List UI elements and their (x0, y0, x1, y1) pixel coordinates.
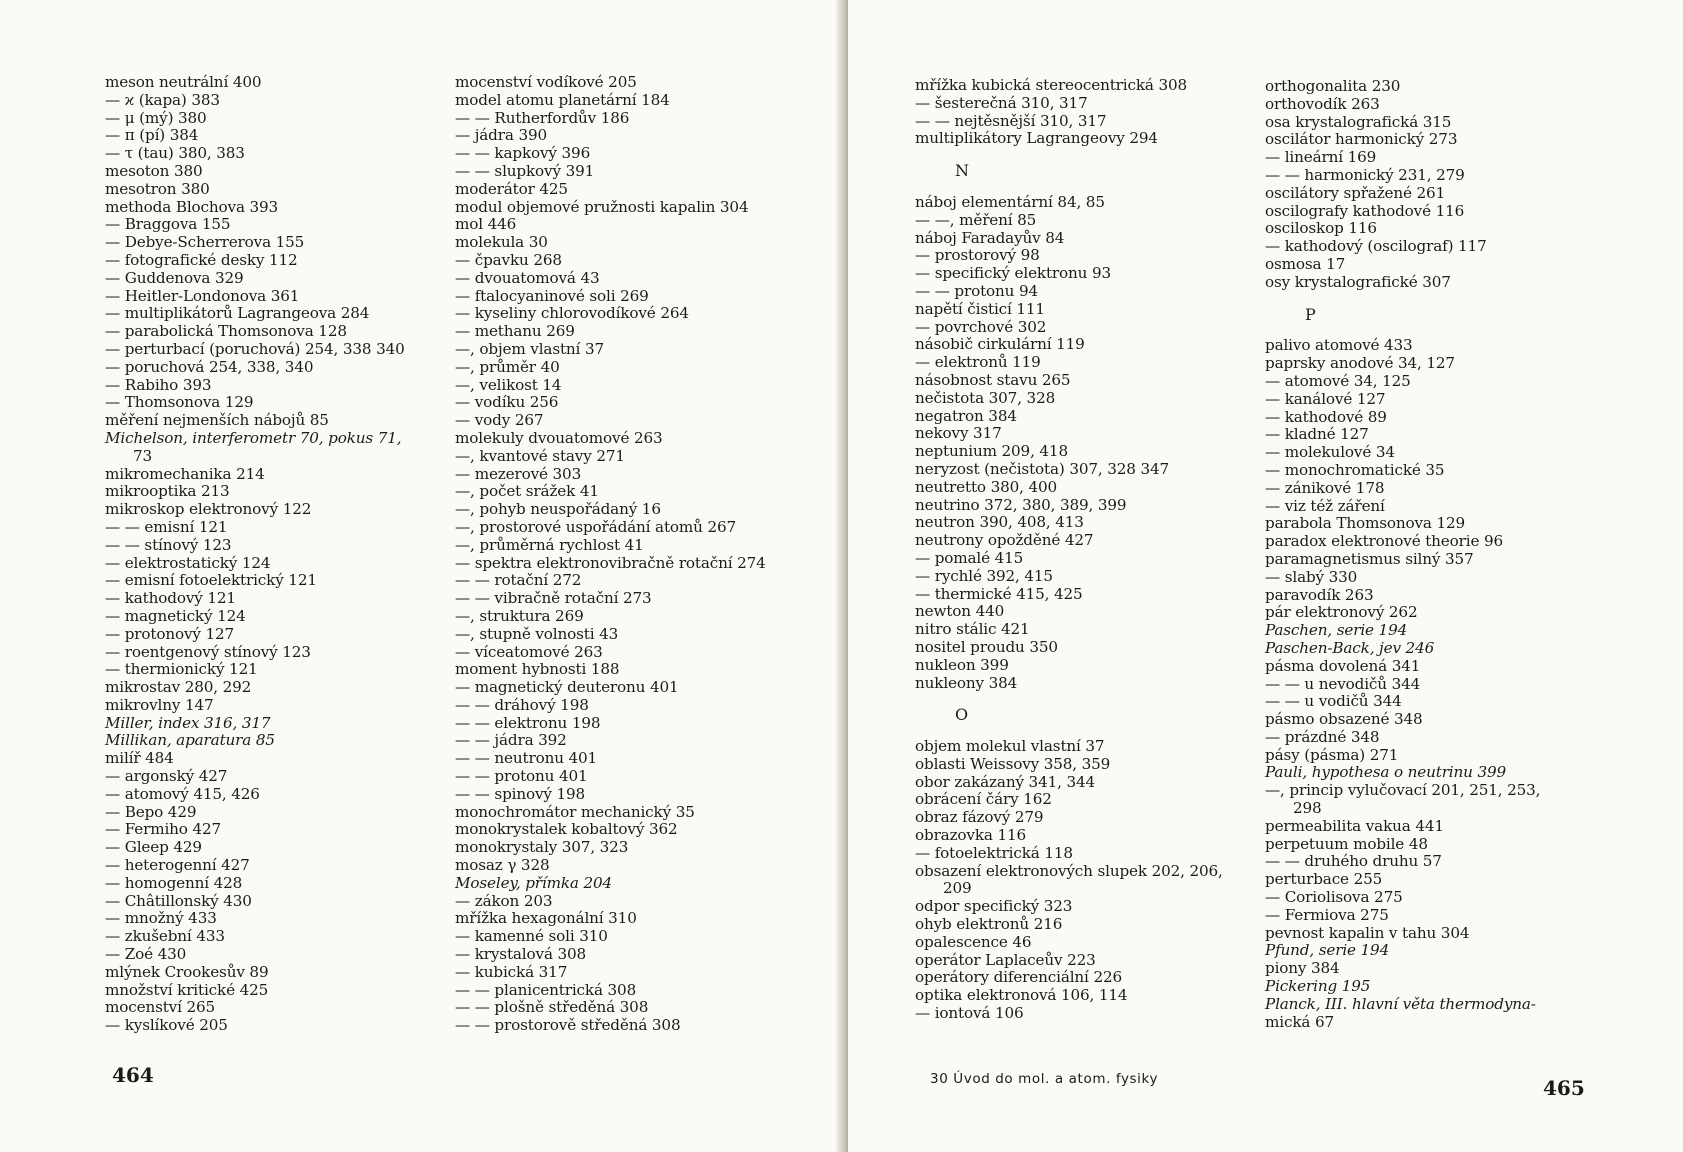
index-entry: monokrystalek kobaltový 362 (455, 820, 678, 839)
index-entry: náboj elementární 84, 85 (915, 192, 1105, 211)
index-entry: palivo atomové 433 (1265, 336, 1413, 355)
index-entry: piony 384 (1265, 959, 1340, 978)
index-entry: — zánikové 178 (1265, 478, 1385, 497)
index-entry: mikrooptika 213 (105, 482, 230, 501)
index-entry: — Châtillonský 430 (105, 891, 252, 910)
index-entry: — kyslíkové 205 (105, 1016, 228, 1035)
index-entry: Pauli, hypothesa o neutrinu 399 (1265, 763, 1506, 782)
index-entry: — — nejtěsnější 310, 317 (915, 111, 1107, 130)
index-entry: opalescence 46 (915, 932, 1032, 951)
index-entry: Pickering 195 (1265, 977, 1371, 996)
index-column-4 (1265, 78, 1595, 1031)
index-entry: objem molekul vlastní 37 (915, 737, 1105, 756)
index-entry: — šesterečná 310, 317 (915, 93, 1088, 112)
index-entry: neptunium 209, 418 (915, 442, 1068, 461)
index-entry: — — protonu 94 (915, 281, 1039, 300)
index-entry: — thermionický 121 (105, 660, 258, 679)
index-entry: mikroskop elektronový 122 (105, 500, 312, 519)
index-entry: mocenství 265 (105, 998, 216, 1017)
index-entry: nečistota 307, 328 (915, 388, 1056, 407)
index-entry: — slabý 330 (1265, 567, 1358, 586)
index-entry: neutretto 380, 400 (915, 477, 1058, 496)
index-entry: — Debye-Scherrerova 155 (105, 233, 305, 252)
index-entry: — — vibračně rotační 273 (455, 589, 652, 608)
index-entry: obsazení elektronových slupek 202, 206, (915, 861, 1223, 880)
index-entry: operátory diferenciální 226 (915, 968, 1122, 987)
index-entry: osa krystalografická 315 (1265, 112, 1452, 131)
index-entry: — zkušební 433 (105, 927, 225, 946)
index-entry: — magnetický deuteronu 401 (455, 678, 679, 697)
index-entry: — fotografické desky 112 (105, 250, 298, 269)
index-entry: molekula 30 (455, 233, 548, 252)
index-entry: — kathodový 121 (105, 589, 236, 608)
index-entry: — pomalé 415 (915, 548, 1024, 567)
index-entry: pár elektronový 262 (1265, 603, 1418, 622)
index-entry: oscilátory spřažené 261 (1265, 183, 1446, 202)
index-entry: — prázdné 348 (1265, 727, 1380, 746)
index-entry: obraz fázový 279 (915, 808, 1044, 827)
index-entry: — homogenní 428 (105, 873, 243, 892)
index-entry: — elektronů 119 (915, 353, 1041, 372)
index-block (915, 738, 1255, 1023)
index-entry: —, princip vylučovací 201, 251, 253, (1265, 781, 1541, 800)
index-entry: mlýnek Crookesův 89 (105, 962, 269, 981)
index-entry: — vody 267 (455, 411, 544, 430)
index-entry: — iontová 106 (915, 1004, 1024, 1023)
index-entry: — — neutronu 401 (455, 749, 598, 768)
index-entry: mická 67 (1265, 1012, 1334, 1031)
index-entry: — magnetický 124 (105, 606, 246, 625)
index-entry: paramagnetismus silný 357 (1265, 549, 1474, 568)
index-entry: — — jádra 392 (455, 731, 567, 750)
index-entry: množství kritické 425 (105, 980, 269, 999)
index-entry: — monochromatické 35 (1265, 460, 1445, 479)
section-letter-n: N (955, 161, 969, 181)
index-entry: neryzost (nečistota) 307, 328 347 (915, 459, 1169, 478)
index-entry: — — spinový 198 (455, 784, 586, 803)
index-entry: Michelson, interferometr 70, pokus 71, (105, 428, 402, 447)
index-column-2 (455, 74, 800, 1035)
index-entry: — — emisní 121 (105, 517, 228, 536)
index-entry: — parabolická Thomsonova 128 (105, 322, 347, 341)
index-entry: mesotron 380 (105, 179, 210, 198)
index-entry: oscilátor harmonický 273 (1265, 130, 1458, 149)
index-entry: náboj Faradayův 84 (915, 228, 1065, 247)
index-entry: — — dráhový 198 (455, 695, 589, 714)
index-entry: odpor specifický 323 (915, 897, 1073, 916)
index-entry: mikrovlny 147 (105, 695, 214, 714)
index-entry: operátor Laplaceův 223 (915, 950, 1096, 969)
index-entry: — thermické 415, 425 (915, 584, 1083, 603)
index-entry: parabola Thomsonova 129 (1265, 514, 1466, 533)
index-entry: násobnost stavu 265 (915, 370, 1071, 389)
index-entry: — Coriolisova 275 (1265, 888, 1403, 907)
index-entry: monokrystaly 307, 323 (455, 838, 629, 857)
index-entry: Pfund, serie 194 (1265, 941, 1390, 960)
index-entry: pásma dovolená 341 (1265, 656, 1421, 675)
index-entry: — kubická 317 (455, 962, 568, 981)
index-entry: pásmo obsazené 348 (1265, 710, 1423, 729)
index-entry: — — slupkový 391 (455, 161, 595, 180)
index-entry: perpetuum mobile 48 (1265, 834, 1428, 853)
index-entry: — kathodové 89 (1265, 407, 1387, 426)
index-column-3 (915, 77, 1255, 1023)
index-entry: mřížka kubická stereocentrická 308 (915, 76, 1188, 94)
index-entry: — — u nevodičů 344 (1265, 674, 1421, 693)
index-entry: — — stínový 123 (105, 535, 232, 554)
index-entry: perturbace 255 (1265, 870, 1383, 889)
index-entry: — kathodový (oscilograf) 117 (1265, 237, 1487, 256)
index-entry: moderátor 425 (455, 179, 568, 198)
index-entry: mikrostav 280, 292 (105, 678, 252, 697)
index-entry: nukleon 399 (915, 655, 1009, 674)
index-entry: molekuly dvouatomové 263 (455, 428, 663, 447)
index-entry: — Bepo 429 (105, 802, 197, 821)
index-entry: — mezerové 303 (455, 464, 582, 483)
index-entry: — Guddenova 329 (105, 268, 244, 287)
index-entry: — Heitler-Londonova 361 (105, 286, 300, 305)
index-entry: Millikan, aparatura 85 (105, 731, 275, 750)
index-entry: — — prostorově středěná 308 (455, 1016, 681, 1035)
index-entry: — vodíku 256 (455, 393, 559, 412)
index-entry: —, pohyb neuspořádaný 16 (455, 500, 661, 519)
index-entry: Paschen-Back, jev 246 (1265, 638, 1435, 657)
index-entry: nukleony 384 (915, 673, 1018, 692)
index-entry: —, objem vlastní 37 (455, 339, 604, 358)
right-page (848, 0, 1683, 1152)
index-entry: — specifický elektronu 93 (915, 264, 1111, 283)
index-block (1265, 337, 1595, 1031)
index-entry: 73 (133, 446, 153, 465)
index-entry: —, počet srážek 41 (455, 482, 599, 501)
index-entry: modul objemové pružnosti kapalin 304 (455, 197, 749, 216)
index-entry: — Gleep 429 (105, 838, 202, 857)
index-entry: newton 440 (915, 602, 1005, 621)
index-entry: oscilografy kathodové 116 (1265, 201, 1465, 220)
index-entry: napětí čisticí 111 (915, 299, 1045, 318)
index-entry: 209 (943, 879, 972, 898)
index-entry: — — u vodičů 344 (1265, 692, 1402, 711)
index-entry: negatron 384 (915, 406, 1017, 425)
index-entry: neutrino 372, 380, 389, 399 (915, 495, 1127, 514)
index-entry: pásy (pásma) 271 (1265, 745, 1399, 764)
index-entry: mocenství vodíkové 205 (455, 73, 637, 91)
index-entry: — lineární 169 (1265, 148, 1377, 167)
index-entry: paradox elektronové theorie 96 (1265, 532, 1503, 551)
index-entry: — argonský 427 (105, 767, 228, 786)
index-entry: nositel proudu 350 (915, 637, 1058, 656)
index-entry: obrazovka 116 (915, 826, 1027, 845)
index-entry: — ϰ (kapa) 383 (105, 90, 220, 109)
index-entry: — kanálové 127 (1265, 389, 1386, 408)
section-letter-o: O (955, 705, 968, 725)
index-entry: osciloskop 116 (1265, 219, 1377, 238)
index-entry: Planck, III. hlavní věta thermodyna- (1265, 994, 1536, 1013)
index-entry: — atomový 415, 426 (105, 784, 260, 803)
index-entry: — poruchová 254, 338, 340 (105, 357, 314, 376)
index-entry: — molekulové 34 (1265, 443, 1395, 462)
index-entry: neutron 390, 408, 413 (915, 513, 1084, 532)
index-entry: — π (pí) 384 (105, 126, 199, 145)
index-entry: permeabilita vakua 441 (1265, 816, 1444, 835)
index-entry: — čpavku 268 (455, 250, 562, 269)
index-entry: — Fermiova 275 (1265, 905, 1389, 924)
page-number-left: 464 (112, 1063, 154, 1087)
index-entry: — methanu 269 (455, 322, 575, 341)
index-entry: — fotoelektrická 118 (915, 843, 1073, 862)
index-entry: — ftalocyaninové soli 269 (455, 286, 649, 305)
index-entry: — — druhého druhu 57 (1265, 852, 1442, 871)
index-entry: orthovodík 263 (1265, 94, 1380, 113)
index-entry: mikromechanika 214 (105, 464, 265, 483)
index-entry: — prostorový 98 (915, 246, 1040, 265)
index-entry: — — rotační 272 (455, 571, 582, 590)
index-entry: 298 (1293, 799, 1322, 818)
index-entry: paprsky anodové 34, 127 (1265, 354, 1455, 373)
index-entry: obor zakázaný 341, 344 (915, 772, 1095, 791)
index-entry: —, kvantové stavy 271 (455, 446, 625, 465)
index-entry: —, velikost 14 (455, 375, 562, 394)
index-entry: pevnost kapalin v tahu 304 (1265, 923, 1470, 942)
index-entry: — Braggova 155 (105, 215, 231, 234)
index-entry: multiplikátory Lagrangeovy 294 (915, 129, 1158, 148)
index-entry: —, průměrná rychlost 41 (455, 535, 644, 554)
index-entry: osy krystalografické 307 (1265, 272, 1451, 291)
index-entry: —, prostorové uspořádání atomů 267 (455, 517, 737, 536)
index-entry: — jádra 390 (455, 126, 547, 145)
index-entry: — roentgenový stínový 123 (105, 642, 311, 661)
index-entry: mřížka hexagonální 310 (455, 909, 637, 928)
index-entry: — elektrostatický 124 (105, 553, 271, 572)
index-entry: monochromátor mechanický 35 (455, 802, 695, 821)
index-entry: — — plošně středěná 308 (455, 998, 649, 1017)
index-entry: osmosa 17 (1265, 254, 1346, 273)
index-entry: — emisní fotoelektrický 121 (105, 571, 317, 590)
index-entry: model atomu planetární 184 (455, 90, 670, 109)
index-entry: —, stupně volnosti 43 (455, 624, 619, 643)
index-entry: — zákon 203 (455, 891, 553, 910)
index-entry: paravodík 263 (1265, 585, 1374, 604)
index-entry: methoda Blochova 393 (105, 197, 279, 216)
index-entry: — Rabiho 393 (105, 375, 212, 394)
index-entry: optika elektronová 106, 114 (915, 986, 1128, 1005)
index-entry: — μ (mý) 380 (105, 108, 207, 127)
index-entry: — množný 433 (105, 909, 217, 928)
index-entry: — víceatomové 263 (455, 642, 603, 661)
index-entry: mesoton 380 (105, 161, 203, 180)
index-entry: neutrony opožděné 427 (915, 531, 1094, 550)
index-entry: mosaz γ 328 (455, 856, 550, 875)
index-entry: — viz též záření (1265, 496, 1385, 515)
index-entry: — povrchové 302 (915, 317, 1047, 336)
index-entry: oblasti Weissovy 358, 359 (915, 754, 1111, 773)
index-entry: — spektra elektronovibračně rotační 274 (455, 553, 766, 572)
index-entry: — τ (tau) 380, 383 (105, 144, 245, 163)
index-entry: milíř 484 (105, 749, 174, 768)
page-number-right: 465 (1543, 1076, 1585, 1100)
index-entry: — Fermiho 427 (105, 820, 222, 839)
index-entry: mol 446 (455, 215, 517, 234)
index-entry: —, průměr 40 (455, 357, 560, 376)
index-entry: meson neutrální 400 (105, 73, 262, 91)
index-block (1265, 78, 1595, 292)
running-footer: 30 Úvod do mol. a atom. fysiky (930, 1071, 1159, 1087)
index-column-1 (105, 74, 435, 1035)
index-entry: — kamenné soli 310 (455, 927, 608, 946)
index-entry: — heterogenní 427 (105, 856, 250, 875)
index-entry: — perturbací (poruchová) 254, 338 340 (105, 339, 405, 358)
index-entry: — dvouatomová 43 (455, 268, 600, 287)
index-entry: — atomové 34, 125 (1265, 371, 1411, 390)
index-entry: — kyseliny chlorovodíkové 264 (455, 304, 689, 323)
index-entry: Moseley, přímka 204 (455, 873, 613, 892)
index-entry: orthogonalita 230 (1265, 77, 1401, 95)
index-entry: — kladné 127 (1265, 425, 1369, 444)
index-entry: — — protonu 401 (455, 767, 588, 786)
index-entry: — krystalová 308 (455, 945, 587, 964)
index-entry: moment hybnosti 188 (455, 660, 620, 679)
index-entry: — multiplikátorů Lagrangeova 284 (105, 304, 370, 323)
index-block (915, 194, 1255, 692)
index-entry: ohyb elektronů 216 (915, 915, 1063, 934)
index-entry: —, struktura 269 (455, 606, 584, 625)
index-entry: Miller, index 316, 317 (105, 713, 271, 732)
index-entry: — — harmonický 231, 279 (1265, 165, 1465, 184)
index-entry: — — planicentrická 308 (455, 980, 637, 999)
index-entry: — — Rutherfordův 186 (455, 108, 630, 127)
index-entry: Paschen, serie 194 (1265, 621, 1408, 640)
index-entry: — — kapkový 396 (455, 144, 591, 163)
index-entry: — Thomsonova 129 (105, 393, 254, 412)
index-entry: nitro stálic 421 (915, 620, 1030, 639)
index-entry: — Zoé 430 (105, 945, 187, 964)
index-entry: — —, měření 85 (915, 210, 1037, 229)
index-block (915, 77, 1255, 148)
index-entry: násobič cirkulární 119 (915, 335, 1085, 354)
index-entry: obrácení čáry 162 (915, 790, 1052, 809)
index-entry: — rychlé 392, 415 (915, 566, 1053, 585)
index-entry: nekovy 317 (915, 424, 1002, 443)
section-letter-p: P (1305, 304, 1316, 324)
index-entry: měření nejmenších nábojů 85 (105, 411, 329, 430)
index-entry: — protonový 127 (105, 624, 235, 643)
index-entry: — — elektronu 198 (455, 713, 601, 732)
